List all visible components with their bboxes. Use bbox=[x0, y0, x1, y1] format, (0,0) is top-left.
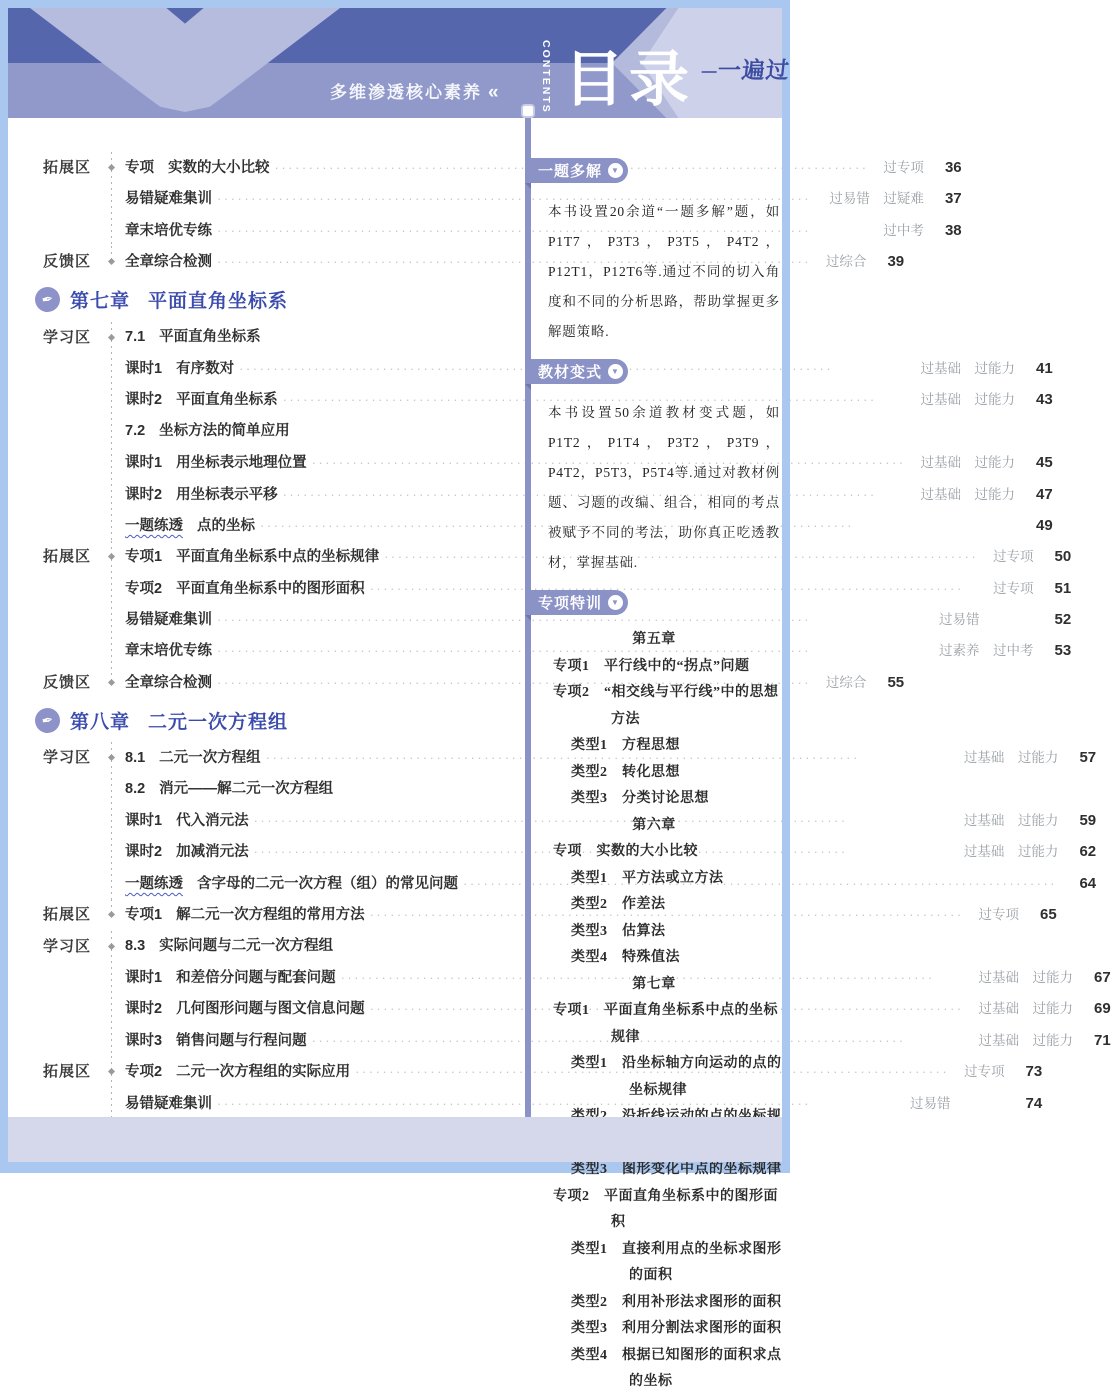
row-text: 几何图形问题与图文信息问题 bbox=[176, 1001, 365, 1018]
row-text: 实际问题与二元一次方程组 bbox=[159, 937, 334, 954]
level-tag: 过基础 bbox=[920, 455, 961, 471]
sidebar-list-item: 专项1 平面直角坐标系中点的坐标规律 bbox=[553, 1003, 778, 1045]
level-tag: 过能力 bbox=[1032, 970, 1073, 986]
sidebar-list-item: 专项2 “相交线与平行线”中的思想方法 bbox=[553, 685, 779, 727]
level-tag: 过能力 bbox=[974, 392, 1015, 408]
zone-label: 拓展区 bbox=[43, 1063, 92, 1081]
row-prefix: 课时2 bbox=[125, 486, 163, 503]
level-tag: 过综合 bbox=[825, 674, 867, 690]
row-text: 用坐标表示平移 bbox=[176, 486, 278, 503]
zone-column bbox=[35, 541, 111, 667]
row-prefix: 课时1 bbox=[125, 360, 163, 377]
chevron-down-icon: ▼ bbox=[608, 364, 623, 379]
page-number: 57 bbox=[1079, 749, 1097, 767]
row-text: 代入消元法 bbox=[176, 813, 249, 830]
level-tag: 过基础 bbox=[978, 1001, 1019, 1017]
level-tag: 过专项 bbox=[992, 549, 1034, 565]
toc-row bbox=[125, 667, 904, 698]
page-number: 55 bbox=[887, 673, 905, 691]
sidebar-list-item: 类型1 沿坐标轴方向运动的点的坐标规律 bbox=[571, 1056, 782, 1098]
row-title bbox=[125, 354, 234, 385]
page-number: 45 bbox=[1036, 454, 1053, 472]
row-title bbox=[125, 153, 270, 184]
level-tag: 过综合 bbox=[825, 254, 867, 270]
row-title bbox=[125, 511, 255, 542]
section-pill-label: 一题多解 bbox=[538, 163, 603, 180]
row-title bbox=[125, 963, 336, 994]
zone-column bbox=[35, 667, 111, 698]
row-prefix: 8.3 bbox=[125, 937, 146, 954]
chevron-down-icon: ▼ bbox=[608, 595, 623, 610]
sidebar-list-item: 第五章 bbox=[632, 632, 676, 647]
sidebar-list-item: 类型1 直接利用点的坐标求图形的面积 bbox=[571, 1241, 782, 1283]
row-text: 全章综合检测 bbox=[125, 674, 212, 691]
row-title bbox=[125, 184, 212, 215]
row-title bbox=[125, 385, 278, 416]
page-number: 59 bbox=[1079, 812, 1097, 830]
sidebar-list-item: 类型4 根据已知图形的面积求点的坐标 bbox=[571, 1347, 782, 1389]
contents-vertical-label: CONTENTS bbox=[540, 40, 552, 114]
zone-column bbox=[35, 246, 111, 277]
row-title bbox=[125, 322, 261, 353]
page-number: 53 bbox=[1054, 642, 1072, 660]
level-tag: 过能力 bbox=[1032, 1032, 1073, 1048]
zone-label: 学习区 bbox=[43, 328, 92, 346]
page-inner bbox=[8, 8, 1111, 1389]
level-tag: 过专项 bbox=[978, 907, 1019, 923]
level-tag: 过基础 bbox=[963, 844, 1005, 860]
page-number: 43 bbox=[1036, 391, 1053, 409]
row-prefix: 课时1 bbox=[125, 455, 163, 472]
zone-label: 拓展区 bbox=[43, 906, 92, 924]
zone-column bbox=[35, 742, 111, 899]
logo-arrow-icon: — bbox=[700, 63, 719, 80]
page-number: 64 bbox=[1079, 874, 1097, 892]
row-text: 二元一次方程组的实际应用 bbox=[176, 1064, 351, 1081]
sidebar-list-item: 第六章 bbox=[632, 817, 676, 833]
row-prefix: 专项1 bbox=[125, 549, 163, 566]
level-tag: 过基础 bbox=[978, 970, 1019, 986]
row-title bbox=[125, 869, 458, 900]
page-number: 37 bbox=[944, 190, 962, 208]
row-text: 章末培优专练 bbox=[125, 643, 212, 660]
level-tag: 过素养 bbox=[938, 643, 980, 659]
page-number: 73 bbox=[1025, 1063, 1043, 1081]
chapter-title: 平面直角坐标系 bbox=[148, 291, 289, 313]
row-prefix: 课时2 bbox=[125, 844, 163, 861]
chapter-title: 二元一次方程组 bbox=[148, 711, 289, 733]
page-number: 38 bbox=[944, 221, 962, 239]
page-number: 62 bbox=[1079, 843, 1097, 861]
page-number: 51 bbox=[1054, 579, 1072, 597]
sidebar-list-item: 专项 实数的大小比较 bbox=[553, 844, 698, 859]
row-text: 易错疑难集训 bbox=[125, 612, 212, 629]
row-text: 章末培优专练 bbox=[125, 222, 212, 239]
header-slogan bbox=[330, 78, 499, 104]
zone-column bbox=[35, 152, 111, 246]
level-tag: 过基础 bbox=[978, 1032, 1019, 1048]
zone-label: 拓展区 bbox=[43, 548, 92, 566]
level-tag: 过能力 bbox=[1017, 844, 1059, 860]
row-prefix: 专项 bbox=[125, 160, 154, 176]
level-tag: 过基础 bbox=[920, 486, 961, 502]
level-tag: 过能力 bbox=[1017, 750, 1059, 766]
row-prefix-highlight: 一题练透 bbox=[125, 517, 183, 534]
sidebar-list-item: 类型3 分类讨论思想 bbox=[571, 791, 709, 806]
page-number: 39 bbox=[887, 253, 905, 271]
footer-band bbox=[8, 1117, 782, 1162]
row-prefix: 专项2 bbox=[125, 580, 163, 597]
chapter-heading bbox=[35, 698, 487, 742]
toc-group bbox=[35, 246, 905, 277]
sidebar-list-item: 专项1 平行线中的“拐点”问题 bbox=[553, 658, 750, 674]
page-number: 49 bbox=[1036, 516, 1053, 534]
row-text: 销售问题与行程问题 bbox=[176, 1032, 307, 1049]
row-text: 二元一次方程组 bbox=[159, 750, 261, 767]
ribbon-tab bbox=[521, 104, 535, 118]
row-title bbox=[125, 216, 212, 247]
page-number: 36 bbox=[944, 159, 962, 176]
row-title bbox=[125, 900, 365, 931]
row-title bbox=[125, 542, 379, 573]
sidebar-paragraph: 本书设置50余道教材变式题，如P1T2，P1T4，P3T2，P3T9，P4T2，P5T3，P5T4等.通过对教材例题、习题的改编、组合，相同的考点被赋予不同的考法，助你真正吃透教材，掌握基础. bbox=[548, 405, 780, 570]
row-text: 用坐标表示地理位置 bbox=[176, 455, 307, 472]
zone-column bbox=[35, 1056, 111, 1119]
double-left-arrow-icon: « bbox=[488, 82, 499, 103]
level-tag: 过能力 bbox=[1032, 1001, 1073, 1017]
level-tag: 过专项 bbox=[883, 160, 924, 175]
row-title bbox=[125, 480, 278, 511]
row-text: 平面直角坐标系中点的坐标规律 bbox=[176, 549, 380, 566]
sidebar-list-item: 类型3 利用分割法求图形的面积 bbox=[571, 1321, 782, 1336]
toc-rows bbox=[111, 667, 904, 698]
row-title bbox=[125, 668, 212, 699]
row-prefix: 7.1 bbox=[125, 328, 146, 345]
page-number: 52 bbox=[1054, 611, 1072, 629]
row-title bbox=[125, 574, 365, 605]
row-text: 消元——解二元一次方程组 bbox=[159, 780, 334, 797]
page-number: 41 bbox=[1036, 359, 1053, 377]
sidebar-list-item: 类型4 特殊值法 bbox=[571, 950, 680, 965]
section-pill bbox=[525, 590, 628, 615]
level-tag: 过专项 bbox=[992, 580, 1034, 596]
level-tag: 过能力 bbox=[974, 455, 1015, 471]
row-prefix-highlight: 一题练透 bbox=[125, 875, 183, 892]
level-tag: 过基础 bbox=[920, 360, 961, 376]
row-text: 点的坐标 bbox=[197, 517, 255, 534]
slogan-text: 多维渗透核心素养 bbox=[330, 83, 482, 102]
row-text: 平面直角坐标系 bbox=[176, 392, 278, 409]
level-tag: 过易错 bbox=[938, 612, 980, 628]
pen-icon: ✒ bbox=[33, 706, 62, 735]
sidebar-list-item: 类型3 估算法 bbox=[571, 923, 666, 939]
sidebar-list-item: 类型2 作差法 bbox=[571, 897, 666, 912]
page-number: 50 bbox=[1054, 548, 1072, 566]
zone-label: 拓展区 bbox=[43, 159, 92, 176]
row-text: 易错疑难集训 bbox=[125, 1095, 212, 1112]
row-text: 含字母的二元一次方程（组）的常见问题 bbox=[197, 875, 458, 892]
sidebar-list-item: 第七章 bbox=[632, 976, 676, 992]
section-pill bbox=[525, 158, 628, 183]
level-tag: 过能力 bbox=[1017, 813, 1059, 829]
level-tag: 过基础 bbox=[963, 813, 1005, 829]
row-title bbox=[125, 1057, 350, 1088]
toc-rows bbox=[111, 246, 904, 277]
row-title bbox=[125, 247, 212, 278]
page-number: 69 bbox=[1094, 1000, 1111, 1018]
level-tag: 过易错 bbox=[829, 191, 870, 207]
page-number: 47 bbox=[1036, 485, 1053, 503]
row-title bbox=[125, 1026, 307, 1057]
row-title bbox=[125, 416, 290, 447]
page-number: 71 bbox=[1094, 1031, 1111, 1049]
row-title bbox=[125, 605, 212, 636]
row-prefix: 课时3 bbox=[125, 1032, 163, 1049]
sidebar-column bbox=[525, 158, 783, 1396]
level-tag: 过能力 bbox=[974, 360, 1015, 376]
row-prefix: 8.1 bbox=[125, 750, 146, 767]
page-number: 74 bbox=[1025, 1094, 1043, 1112]
level-tag: 过专项 bbox=[963, 1064, 1005, 1080]
zone-label: 反馈区 bbox=[43, 253, 92, 271]
row-text: 全章综合检测 bbox=[125, 254, 212, 271]
section-pill-label: 专项特训 bbox=[538, 595, 603, 612]
row-text: 实数的大小比较 bbox=[168, 160, 270, 176]
sidebar-list-item: 类型2 利用补形法求图形的面积 bbox=[571, 1294, 782, 1310]
sidebar-list-item: 类型3 图形变化中点的坐标规律 bbox=[571, 1162, 782, 1177]
row-title bbox=[125, 806, 249, 837]
zone-column bbox=[35, 322, 111, 542]
page-number: 67 bbox=[1094, 969, 1111, 987]
sidebar-list-item: 类型2 转化思想 bbox=[571, 764, 680, 780]
level-tag: 过中考 bbox=[883, 222, 924, 238]
level-tag: 过易错 bbox=[909, 1095, 951, 1111]
row-title bbox=[125, 931, 333, 962]
zone-label: 学习区 bbox=[43, 749, 92, 767]
sidebar-list-item: 类型1 方程思想 bbox=[571, 738, 680, 753]
row-title bbox=[125, 636, 212, 667]
sidebar-list bbox=[525, 627, 783, 1396]
zone-label: 反馈区 bbox=[43, 673, 92, 691]
logo-text: 一遍过 bbox=[716, 57, 792, 83]
level-tag: 过中考 bbox=[992, 643, 1034, 659]
zone-column bbox=[35, 899, 111, 930]
row-title bbox=[125, 1089, 212, 1120]
sidebar-list-item: 类型1 平方法或立方法 bbox=[571, 870, 724, 886]
brand-logo bbox=[700, 52, 791, 85]
sidebar-list-item: 专项2 平面直角坐标系中的图形面积 bbox=[553, 1188, 778, 1230]
chapter-number: 第八章 bbox=[70, 711, 131, 733]
section-pill-label: 教材变式 bbox=[538, 364, 603, 381]
row-title bbox=[125, 837, 249, 868]
row-text: 易错疑难集训 bbox=[125, 191, 212, 208]
row-prefix: 专项2 bbox=[125, 1064, 163, 1081]
row-prefix: 课时1 bbox=[125, 970, 163, 987]
row-title bbox=[125, 743, 261, 774]
zone-column bbox=[35, 931, 111, 1057]
row-text: 平面直角坐标系 bbox=[159, 328, 261, 345]
row-text: 和差倍分问题与配套问题 bbox=[176, 970, 336, 987]
row-text: 平面直角坐标系中的图形面积 bbox=[176, 580, 365, 597]
toc-group bbox=[35, 667, 905, 698]
chapter-heading bbox=[35, 278, 487, 322]
page-title: 目录 bbox=[564, 46, 694, 113]
row-text: 坐标方法的简单应用 bbox=[159, 422, 290, 439]
row-prefix: 专项1 bbox=[125, 907, 163, 924]
row-title bbox=[125, 994, 365, 1025]
row-text: 加减消元法 bbox=[176, 844, 249, 861]
toc-row bbox=[125, 246, 904, 277]
level-tag: 过疑难 bbox=[883, 191, 924, 207]
row-prefix: 7.2 bbox=[125, 422, 146, 439]
row-text: 有序数对 bbox=[176, 360, 235, 377]
row-prefix: 课时2 bbox=[125, 392, 163, 409]
row-title bbox=[125, 448, 307, 479]
sidebar-paragraph: 本书设置20余道“一题多解”题，如P1T7，P3T3，P3T5，P4T2，P12T1，P12T6等.通过不同的切入角度和不同的分析思路，帮助掌握更多解题策略. bbox=[548, 204, 780, 339]
level-tag: 过能力 bbox=[974, 486, 1015, 502]
row-title bbox=[125, 774, 333, 805]
zone-label: 学习区 bbox=[43, 937, 92, 955]
row-prefix: 课时2 bbox=[125, 1001, 163, 1018]
level-tag: 过基础 bbox=[963, 750, 1005, 766]
level-tag: 过基础 bbox=[920, 392, 961, 408]
chapter-number: 第七章 bbox=[70, 291, 131, 313]
chevron-down-icon: ▼ bbox=[608, 163, 623, 178]
row-prefix: 课时1 bbox=[125, 813, 163, 830]
row-prefix: 8.2 bbox=[125, 780, 146, 797]
section-pill bbox=[525, 359, 628, 384]
pen-icon: ✒ bbox=[33, 285, 62, 314]
page-number: 65 bbox=[1040, 906, 1057, 924]
row-text: 解二元一次方程组的常用方法 bbox=[176, 907, 365, 924]
